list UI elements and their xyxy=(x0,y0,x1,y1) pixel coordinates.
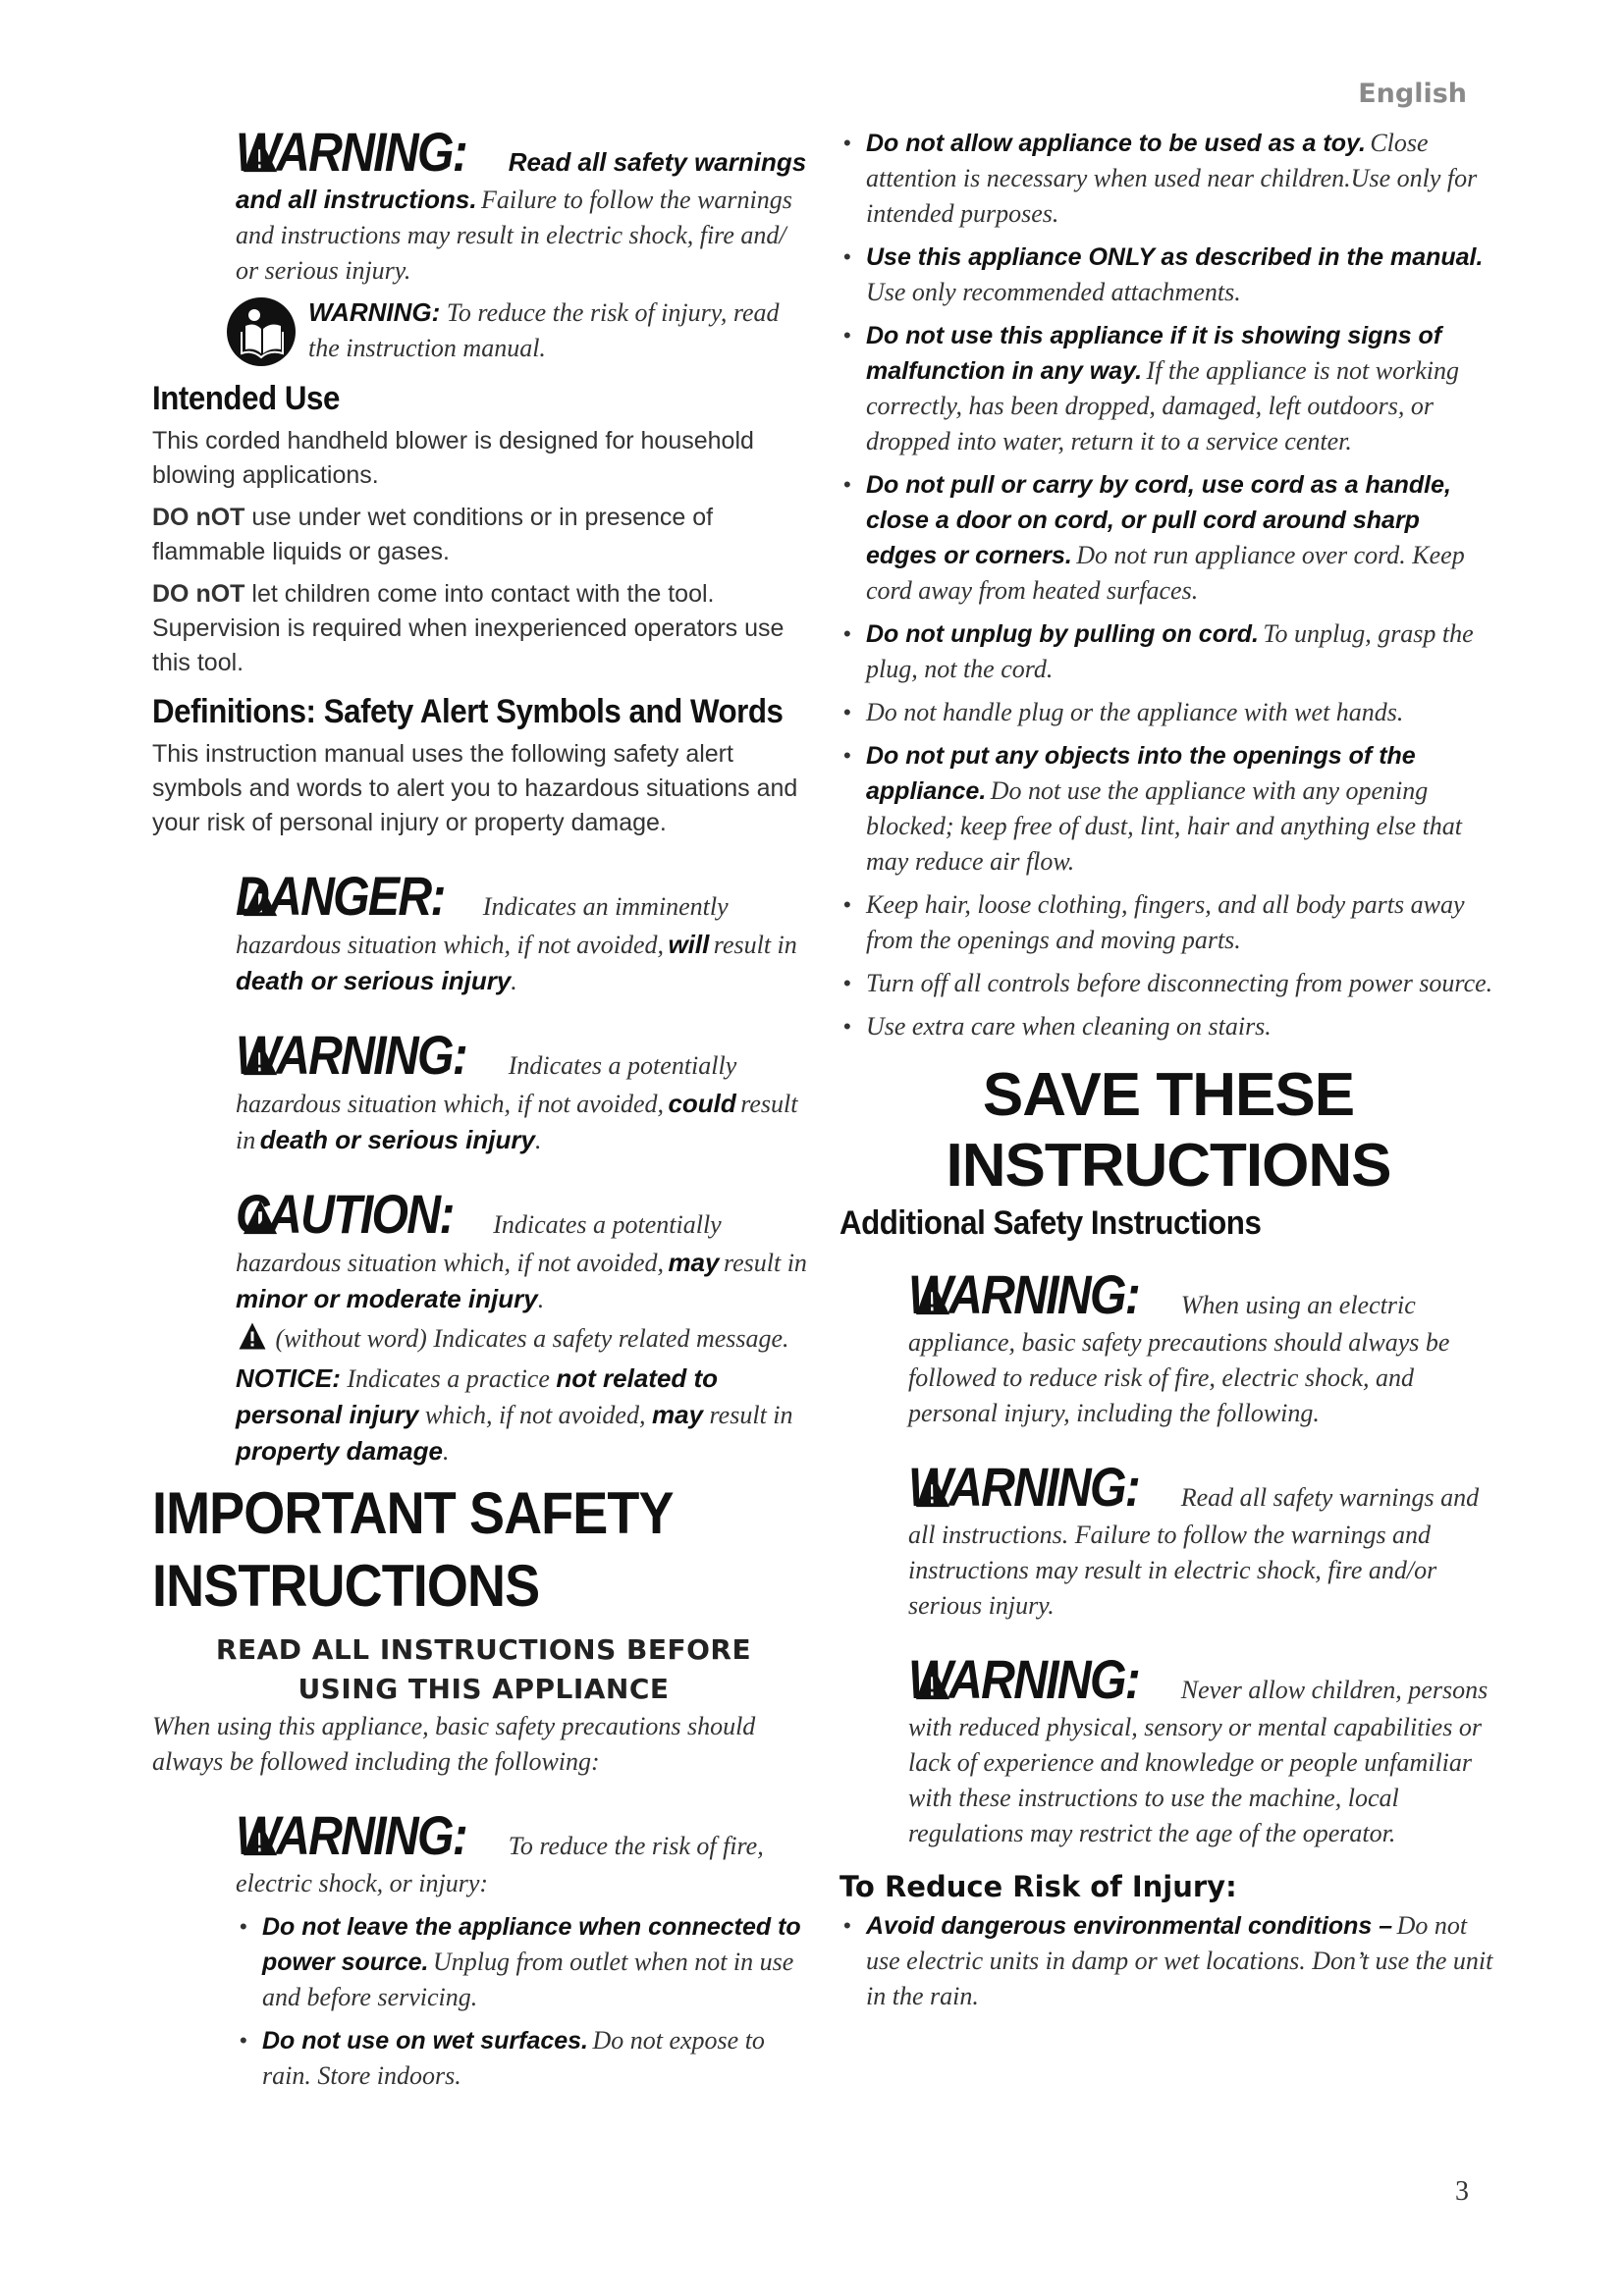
intended-use-heading: Intended Use xyxy=(152,380,340,417)
intended-use-p1: This corded handheld blower is designed for household blowing applications. xyxy=(152,427,754,489)
list-item: • Do not allow appliance to be used as a toy. Close attention is necessary when used near children.Use only for intended purposes. xyxy=(839,126,1497,232)
precautions-intro: When using this appliance, basic safety precautions should always be followed including the following: xyxy=(152,1712,756,1776)
right-bullet-list xyxy=(839,126,1497,1044)
warning-signal-word: WARNING: xyxy=(236,1024,467,1086)
read-manual-row xyxy=(226,294,815,367)
left-bullet-list xyxy=(236,1909,815,2094)
important-safety-title-1: IMPORTANT SAFETY xyxy=(152,1480,674,1546)
list-item: • Do not leave the appliance when connected to power source. Unplug from outlet when not in use and before servicing. xyxy=(236,1909,815,2015)
warning-definition: WARNING: Indicates a potentially hazardous situation which, if not avoided, could result in death or serious injury. xyxy=(236,1024,798,1154)
warning-block-3: WARNING: When using an electric appliance, basic safety precautions should always be followed to reduce risk of fire, electric shock, and personal injury, including the following. xyxy=(908,1263,1450,1427)
warning-block-2: WARNING: To reduce the risk of fire, electric shock, or injury: • Do not leave the appliance when connected to power source. Unplug from outlet when not in use and before servicing. • Do not use on wet surfaces. Do not expose to rain. Store indoors. xyxy=(236,1805,815,2094)
list-item: • Do not handle plug or the appliance with wet hands. xyxy=(839,695,1497,730)
save-instructions-title-1: SAVE THESE xyxy=(982,1061,1355,1129)
right-column xyxy=(839,126,1497,2022)
danger-signal-word: DANGER: xyxy=(236,865,445,927)
definitions-heading: Definitions: Safety Alert Symbols and Words xyxy=(152,693,784,730)
reduce-risk-heading: To Reduce Risk of Injury: xyxy=(839,1870,1237,1903)
notice-definition: NOTICE: Indicates a practice not related to personal injury which, if not avoided, may result in property damage. xyxy=(236,1363,793,1466)
manual-warning-label: WARNING: xyxy=(308,297,441,327)
caution-signal-word: CAUTION: xyxy=(236,1183,454,1245)
do-not-label-2: DO nOT xyxy=(152,580,245,608)
additional-safety-heading: Additional Safety Instructions xyxy=(839,1204,1262,1242)
list-item: • Use this appliance ONLY as described in the manual. Use only recommended attachments. xyxy=(839,240,1497,310)
list-item: • Turn off all controls before disconnecting from power source. xyxy=(839,966,1497,1001)
list-item: • Do not put any objects into the openings of the appliance. Do not use the appliance with any opening blocked; keep free of dust, lint, hair and anything else that may reduce air flow. xyxy=(839,738,1497,880)
read-all-subtitle-1: READ ALL INSTRUCTIONS BEFORE xyxy=(215,1633,752,1666)
list-item: • Do not use this appliance if it is showing signs of malfunction in any way. If the appliance is not working correctly, has been dropped, damaged, left outdoors, or dropped into water, return it to a service center. xyxy=(839,318,1497,459)
warning-text: Failure to follow the warnings and instructions may result in electric shock, fire and/ or serious injury. xyxy=(236,186,792,285)
list-item: • Use extra care when cleaning on stairs. xyxy=(839,1009,1497,1044)
left-column xyxy=(152,118,815,2102)
save-instructions-title-2: INSTRUCTIONS xyxy=(946,1132,1391,1200)
caution-definition: CAUTION: Indicates a potentially hazardous situation which, if not avoided, may result in minor or moderate injury. (without word) Indicates a safety related message. NOTICE: Indicates a practice not related to personal injury which, if not avoided, may result in property damage. xyxy=(236,1184,815,1469)
symbol-only-text: (without word) Indicates a safety related message. xyxy=(275,1324,789,1353)
warning-block-4: WARNING: Read all safety warnings and all instructions. Failure to follow the warnings and instructions may result in electric shock, fire and/or serious injury. xyxy=(908,1456,1480,1620)
page-number: 3 xyxy=(1455,2176,1469,2207)
alert-symbol-icon xyxy=(236,1321,269,1351)
definitions-text: This instruction manual uses the following safety alert symbols and words to alert you to hazardous situations and your risk of personal injury or property damage. xyxy=(152,740,798,836)
warning-signal-word: WARNING: xyxy=(236,121,467,183)
warning-signal-word: WARNING: xyxy=(908,1263,1140,1325)
warning-signal-word: WARNING: xyxy=(908,1648,1140,1710)
do-not-label-1: DO nOT xyxy=(152,504,245,531)
manual-warning-text: To reduce the risk of injury, read the instruction manual. xyxy=(308,298,780,362)
warning-block-5: WARNING: Never allow children, persons with reduced physical, sensory or mental capabilities or lack of experience and knowledge or people unfamiliar with these instructions to use the machine, local regulations may restrict the age of the operator. xyxy=(908,1648,1489,1847)
danger-definition: DANGER: Indicates an imminently hazardous situation which, if not avoided, will result in death or serious injury. xyxy=(236,865,797,995)
list-item: • Avoid dangerous environmental conditions – Do not use electric units in damp or wet locations. Don’t use the unit in the rain. xyxy=(839,1908,1497,2014)
reduce-risk-list xyxy=(839,1908,1497,2014)
list-item: • Do not unplug by pulling on cord. To unplug, grasp the plug, not the cord. xyxy=(839,616,1497,687)
list-item: • Do not use on wet surfaces. Do not expose to rain. Store indoors. xyxy=(236,2023,815,2094)
warning-signal-word: WARNING: xyxy=(908,1456,1140,1518)
warning-signal-word: WARNING: xyxy=(236,1804,467,1866)
intended-use-p3: let children come into contact with the tool. Supervision is required when inexperienced operators use this tool. xyxy=(152,580,785,676)
warning-lead: Read all safety warnings and all instructions. xyxy=(236,147,807,214)
list-item: • Keep hair, loose clothing, fingers, and all body parts away from the openings and moving parts. xyxy=(839,887,1497,958)
warning-block-1 xyxy=(236,122,815,367)
read-manual-icon xyxy=(226,296,297,367)
read-all-subtitle-2: USING THIS APPLIANCE xyxy=(298,1673,670,1705)
language-label: English xyxy=(1358,79,1467,109)
list-item: • Do not pull or carry by cord, use cord as a handle, close a door on cord, or pull cord around sharp edges or corners. Do not run appliance over cord. Keep cord away from heated surfaces. xyxy=(839,467,1497,609)
intended-use-p2: use under wet conditions or in presence of flammable liquids or gases. xyxy=(152,504,714,565)
important-safety-title-2: INSTRUCTIONS xyxy=(152,1553,540,1619)
